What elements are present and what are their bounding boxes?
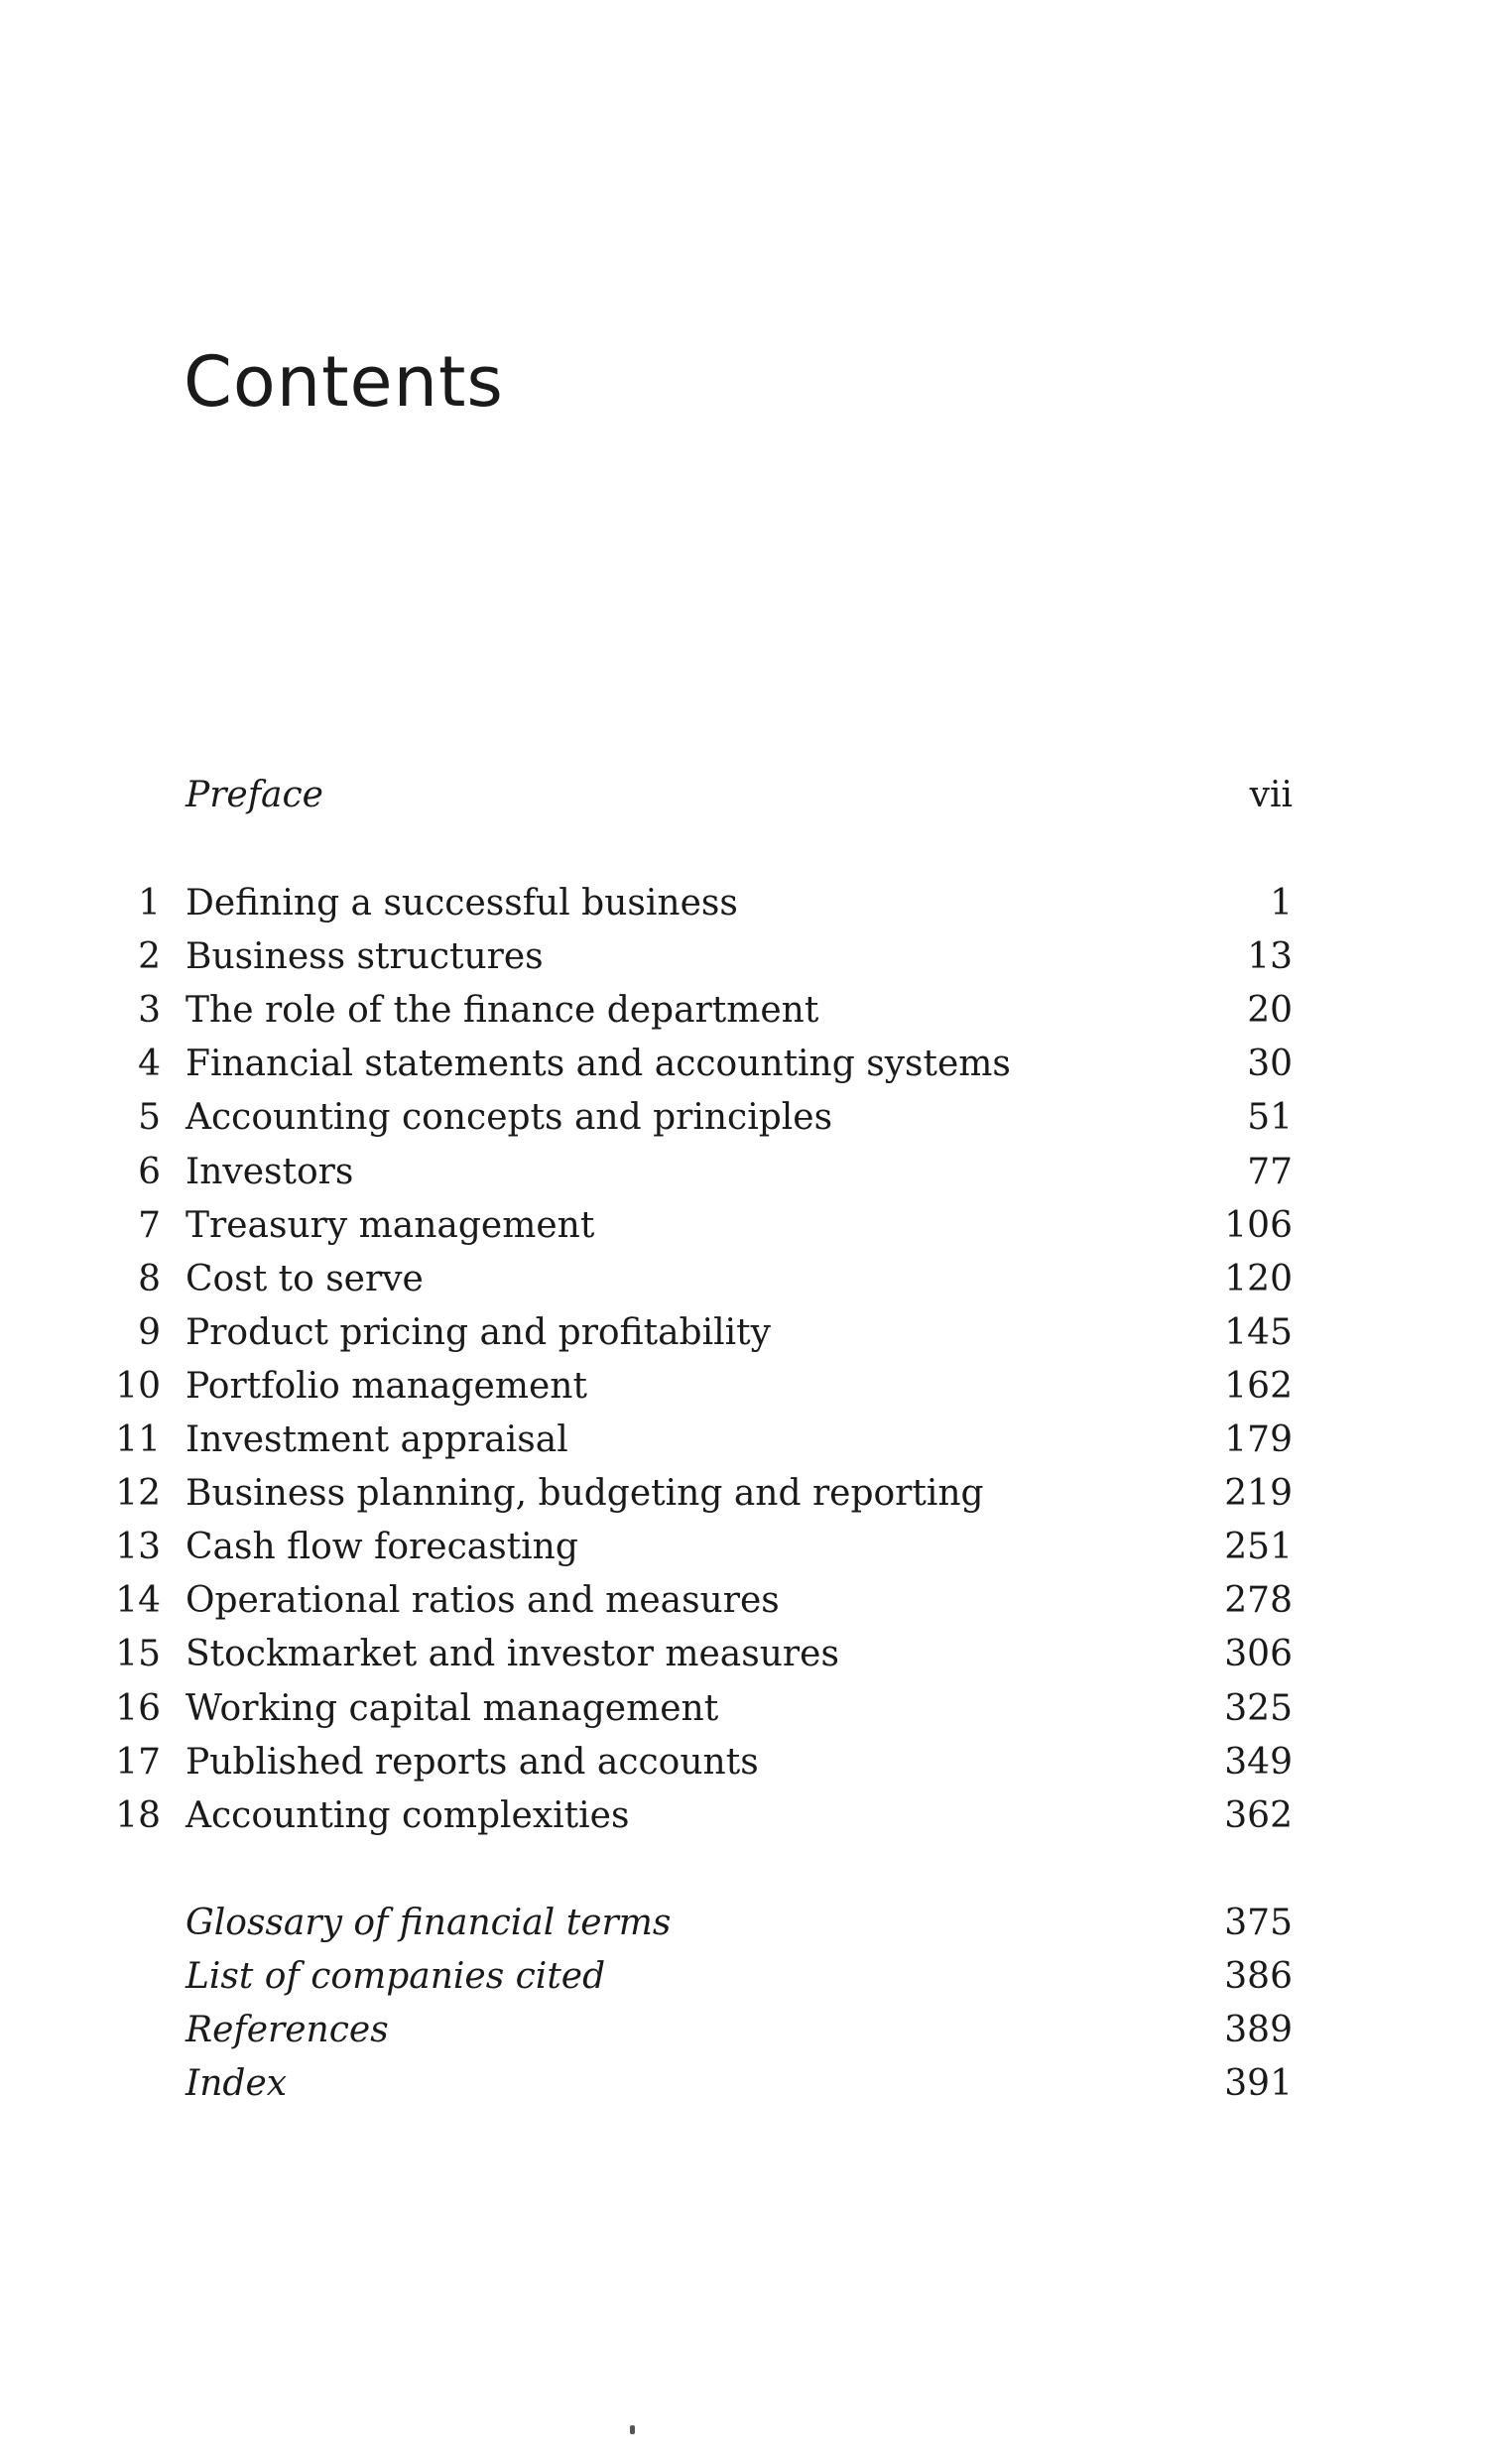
chapter-number: 15 (115, 1634, 161, 1674)
chapter-number: 13 (115, 1527, 161, 1567)
back-matter-page: 389 (1224, 2010, 1293, 2050)
toc-entry-chapter-1[interactable] (0, 879, 1488, 928)
toc-entry-chapter-4[interactable] (0, 1040, 1488, 1089)
toc-entry-back-matter[interactable] (0, 1952, 1488, 2002)
chapter-number: 5 (138, 1097, 161, 1138)
toc-entry-chapter-8[interactable] (0, 1255, 1488, 1304)
chapter-page: 306 (1224, 1634, 1293, 1674)
toc-entry-chapter-7[interactable] (0, 1201, 1488, 1251)
chapter-title: Product pricing and profitability (186, 1312, 771, 1353)
chapter-page: 251 (1224, 1527, 1293, 1567)
chapter-page: 162 (1224, 1366, 1293, 1407)
toc-entry-preface[interactable] (0, 771, 1488, 820)
chapter-title: Business structures (186, 936, 544, 977)
toc-entry-chapter-5[interactable] (0, 1093, 1488, 1143)
chapter-title: Accounting concepts and principles (186, 1097, 833, 1138)
back-matter-title: Glossary of financial terms (186, 1903, 672, 1943)
toc-entry-chapter-16[interactable] (0, 1684, 1488, 1734)
toc-entry-back-matter[interactable] (0, 1899, 1488, 1948)
chapter-page: 145 (1224, 1312, 1293, 1353)
chapter-page: 120 (1224, 1259, 1293, 1299)
toc-entry-chapter-13[interactable] (0, 1523, 1488, 1572)
back-matter-page: 386 (1224, 1956, 1293, 1997)
chapter-number: 4 (138, 1044, 161, 1084)
toc-entry-back-matter[interactable] (0, 2059, 1488, 2109)
back-matter-page: 391 (1224, 2063, 1293, 2104)
chapter-number: 12 (115, 1473, 161, 1514)
scan-speck (630, 2425, 635, 2434)
chapter-page: 349 (1224, 1742, 1293, 1783)
chapter-page: 325 (1224, 1688, 1293, 1729)
chapter-page: 51 (1247, 1097, 1293, 1138)
chapter-page: 13 (1247, 936, 1293, 977)
toc-entry-chapter-12[interactable] (0, 1469, 1488, 1519)
chapter-number: 14 (115, 1580, 161, 1621)
chapter-number: 17 (115, 1742, 161, 1783)
chapter-number: 10 (115, 1366, 161, 1407)
chapter-title: Working capital management (186, 1688, 719, 1729)
chapter-number: 3 (138, 990, 161, 1031)
chapter-page: 219 (1224, 1473, 1293, 1514)
chapter-title: Business planning, budgeting and reporting (186, 1473, 984, 1514)
chapter-page: 30 (1247, 1044, 1293, 1084)
chapter-page: 20 (1247, 990, 1293, 1031)
chapter-page: 278 (1224, 1580, 1293, 1621)
back-matter-title: Index (186, 2063, 288, 2104)
toc-entry-chapter-18[interactable] (0, 1791, 1488, 1841)
chapter-number: 8 (138, 1259, 161, 1299)
chapter-title: Treasury management (186, 1205, 595, 1246)
chapter-title: The role of the finance department (186, 990, 819, 1031)
chapter-page: 179 (1224, 1419, 1293, 1460)
chapter-title: Financial statements and accounting systems (186, 1044, 1011, 1084)
page-title: Contents (184, 341, 504, 423)
chapter-number: 2 (138, 936, 161, 977)
back-matter-page: 375 (1224, 1903, 1293, 1943)
toc-entry-chapter-2[interactable] (0, 932, 1488, 982)
chapter-title: Stockmarket and investor measures (186, 1634, 839, 1674)
chapter-title: Portfolio management (186, 1366, 587, 1407)
toc-entry-chapter-15[interactable] (0, 1630, 1488, 1679)
chapter-number: 6 (138, 1152, 161, 1192)
toc-entry-chapter-11[interactable] (0, 1416, 1488, 1465)
chapter-number: 9 (138, 1312, 161, 1353)
chapter-page: 362 (1224, 1795, 1293, 1836)
chapter-title: Cost to serve (186, 1259, 424, 1299)
chapter-title: Investment appraisal (186, 1419, 568, 1460)
back-matter-title: References (186, 2010, 389, 2050)
toc-entry-page: vii (1249, 775, 1293, 815)
toc-entry-chapter-9[interactable] (0, 1308, 1488, 1358)
chapter-page: 106 (1224, 1205, 1293, 1246)
toc-entry-back-matter[interactable] (0, 2006, 1488, 2055)
toc-entry-chapter-10[interactable] (0, 1362, 1488, 1412)
back-matter-title: List of companies cited (186, 1956, 606, 1997)
toc-entry-title: Preface (186, 775, 323, 815)
chapter-number: 18 (115, 1795, 161, 1836)
toc-entry-chapter-14[interactable] (0, 1576, 1488, 1626)
chapter-title: Published reports and accounts (186, 1742, 759, 1783)
toc-entry-chapter-6[interactable] (0, 1148, 1488, 1197)
chapter-title: Accounting complexities (186, 1795, 630, 1836)
chapter-title: Operational ratios and measures (186, 1580, 780, 1621)
toc-entry-chapter-3[interactable] (0, 986, 1488, 1036)
chapter-number: 7 (138, 1205, 161, 1246)
chapter-number: 1 (138, 883, 161, 924)
chapter-title: Cash flow forecasting (186, 1527, 578, 1567)
toc-entry-chapter-17[interactable] (0, 1738, 1488, 1787)
chapter-page: 77 (1247, 1152, 1293, 1192)
chapter-title: Defining a successful business (186, 883, 738, 924)
chapter-title: Investors (186, 1152, 354, 1192)
chapter-number: 16 (115, 1688, 161, 1729)
chapter-page: 1 (1270, 883, 1293, 924)
chapter-number: 11 (115, 1419, 161, 1460)
